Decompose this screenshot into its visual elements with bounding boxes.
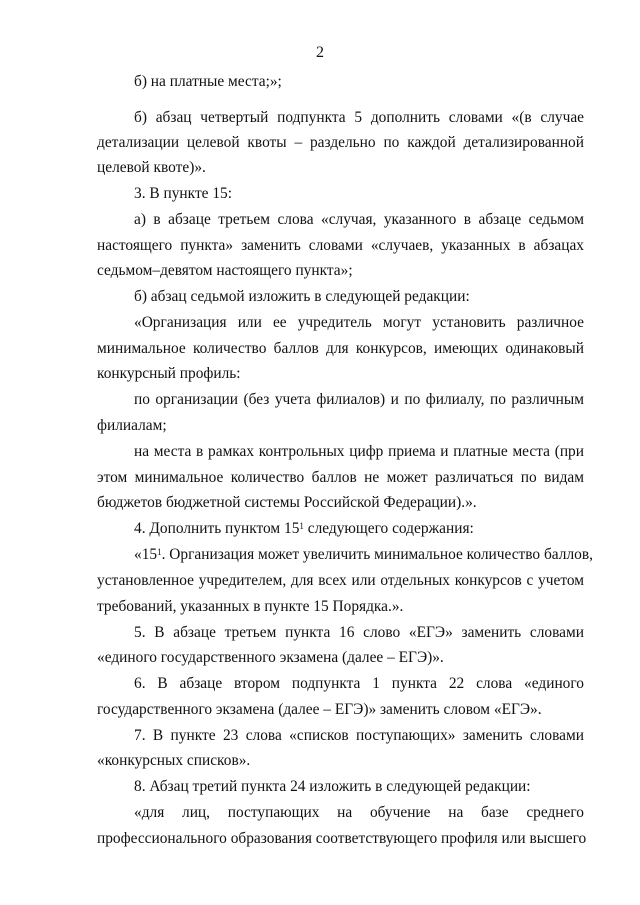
- text-line: седьмом–девятом настоящего пункта»;: [97, 262, 353, 279]
- text-line: на места в рамках контрольных цифр приема и платные места (при: [134, 443, 584, 460]
- text-line: требований, указанных в пункте 15 Порядка.».: [97, 598, 404, 615]
- text-line: 5. В абзаце третьем пункта 16 слово «ЕГЭ» заменить словами: [134, 624, 584, 641]
- text-line: конкурсный профиль:: [97, 365, 241, 382]
- text-line: а) в абзаце третьем слова «случая, указанного в абзаце седьмом: [134, 211, 584, 228]
- text-line: «для лиц, поступающих на обучение на базе среднего: [134, 804, 584, 821]
- superscript: 1: [299, 521, 304, 531]
- text-segment: следующего содержания:: [303, 520, 474, 537]
- text-line: установленное учредителем, для всех или отдельных конкурсов с учетом: [97, 572, 584, 589]
- text-line: «единого государственного экзамена (далее – ЕГЭ)».: [97, 649, 444, 666]
- text-line: детализации целевой квоты – раздельно по каждой детализированной: [97, 134, 584, 151]
- text-line: [134, 545, 593, 565]
- text-line: б) на платные места;»;: [134, 73, 282, 90]
- text-line: этом минимальное количество баллов не может различаться по видам: [97, 469, 584, 486]
- text-line: «конкурсных списков».: [97, 752, 251, 769]
- text-line: 6. В абзаце втором подпункта 1 пункта 22 слова «единого: [134, 675, 584, 692]
- text-segment: 4. Дополнить пунктом 15: [134, 520, 300, 537]
- text-line: [134, 519, 474, 539]
- text-line: 8. Абзац третий пункта 24 изложить в следующей редакции:: [134, 778, 531, 795]
- page-number: 2: [316, 44, 324, 61]
- text-line: филиалам;: [97, 417, 167, 434]
- text-line: бюджетов бюджетной системы Российской Федерации).».: [97, 494, 477, 511]
- text-line: государственного экзамена (далее – ЕГЭ)» заменить словом «ЕГЭ».: [97, 701, 542, 718]
- text-line: 3. В пункте 15:: [134, 185, 233, 202]
- text-line: минимальное количество баллов для конкурсов, имеющих одинаковый: [97, 340, 584, 357]
- text-line: б) абзац седьмой изложить в следующей редакции:: [134, 288, 470, 305]
- text-line: 7. В пункте 23 слова «списков поступающих» заменить словами: [134, 727, 584, 744]
- text-line: целевой квоте)».: [97, 159, 206, 176]
- text-line: настоящего пункта» заменить словами «случаев, указанных в абзацах: [97, 237, 584, 254]
- text-segment: . Организация может увеличить минимальное количество баллов,: [161, 546, 593, 563]
- text-segment: «15: [134, 546, 158, 563]
- superscript: 1: [157, 547, 162, 557]
- text-line: б) абзац четвертый подпункта 5 дополнить словами «(в случае: [134, 109, 584, 126]
- text-line: по организации (без учета филиалов) и по филиалу, по различным: [134, 391, 584, 408]
- text-line: «Организация или ее учредитель могут установить различное: [134, 314, 584, 331]
- text-line: профессионального образования соответствующего профиля или высшего: [97, 830, 587, 847]
